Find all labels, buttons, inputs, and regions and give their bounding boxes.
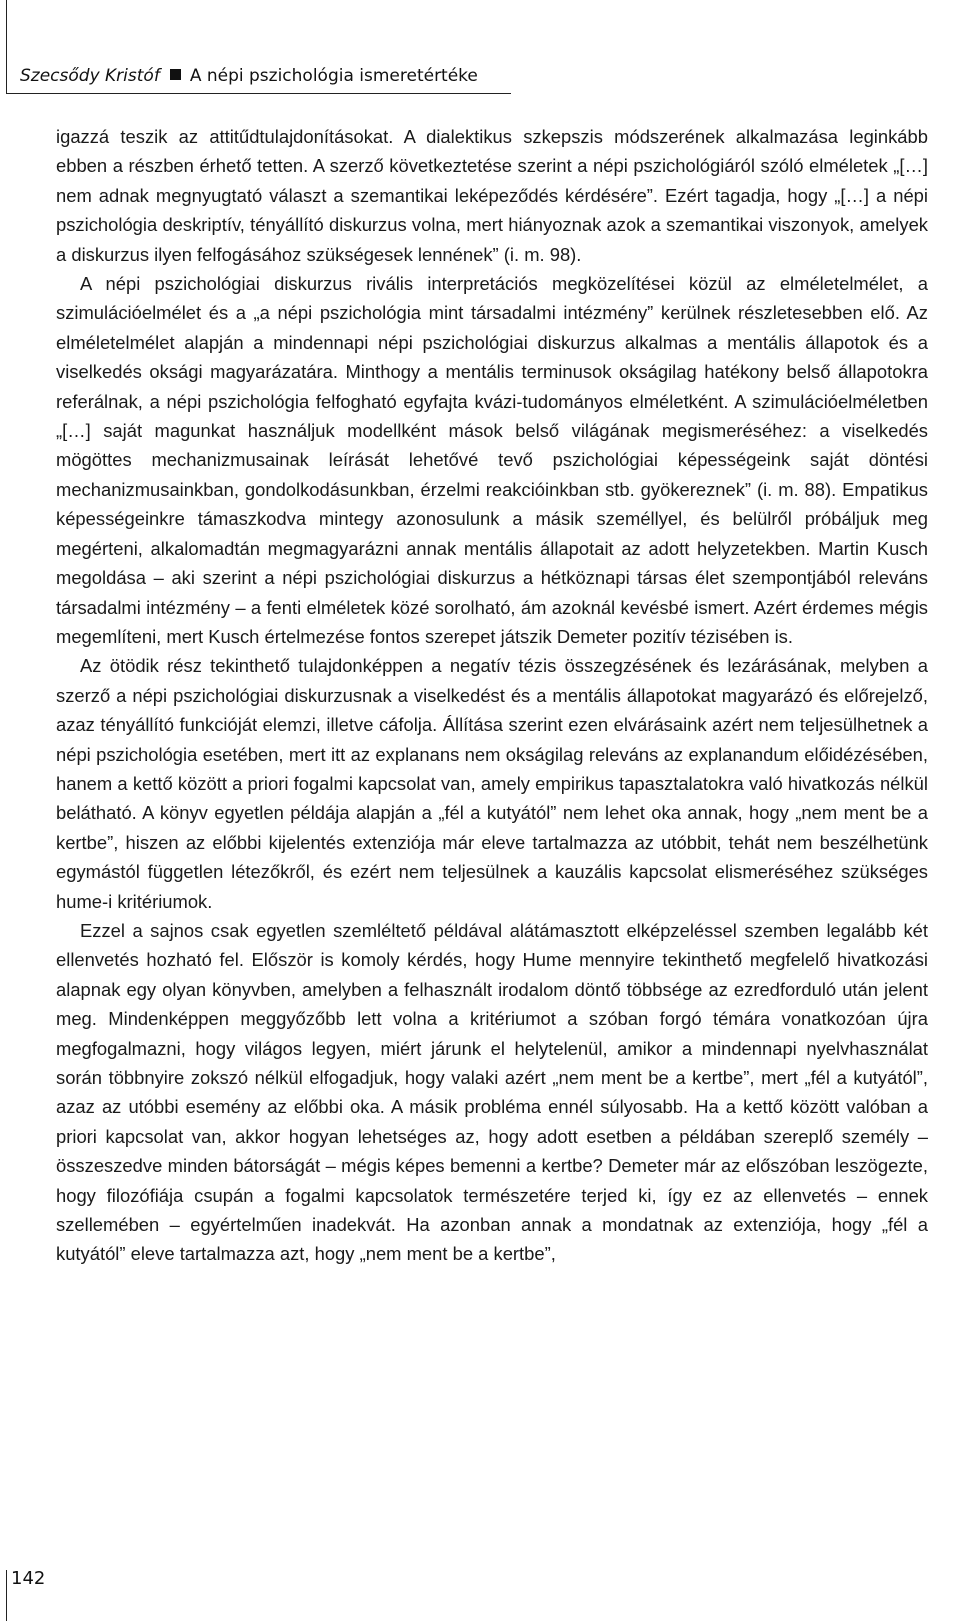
paragraph-3: Az ötödik rész tekinthető tulajdonképpen a negatív tézis összegzésének és lezárásának, melyben a szerző a népi pszichológiai diskurzusnak a viselkedést és a mentális állapotokat magyarázó és előrejelző, azaz tényállító funkcióját elemzi, illetve cáfolja. Állítása szerint ezen elvárásaink azért nem teljesülhetnek a népi pszichológia esetében, mert itt az explanans nem okságilag releváns az explanandum előidézésében, hanem a kettő között a priori fogalmi kapcsolat van, amely empirikus tapasztalatokra való hivatkozás nélkül belátható. A könyv egyetlen példája alapján a „fél a kutyától” nem lehet oka annak, hogy „nem ment be a kertbe”, hiszen az előbbi kijelentés extenziója már eleve tartalmazza az utóbbit, tehát nem beszélhetünk egymástól független létezőkről, és ezért nem teljesülnek a kauzális kapcsolat elismeréséhez szükséges hume-i kritériumok.	[56, 655, 928, 912]
header-frame-vertical-rule	[6, 0, 7, 94]
paragraph-4: Ezzel a sajnos csak egyetlen szemléltető példával alátámasztott elképzeléssel szemben legalább két ellenvetés hozható fel. Először is komoly kérdés, hogy Hume mennyire tekinthető megfelelő hivatkozási alapnak egy olyan könyvben, amelyben a felhasznált irodalom döntő többsége az ezredforduló után jelent meg. Mindenképpen meggyőzőbb lett volna a kritériumot a szóban forgó témára vonatkozóan újra megfogalmazni, hogy világos legyen, miért járunk el helytelenül, amikor a mindennapi nyelvhasználat során többnyire zokszó nélkül elfogadjuk, hogy valaki azért „nem ment be a kertbe”, mert „fél a kutyától”, azaz az utóbbi esemény az előbbi oka. A másik probléma ennél súlyosabb. Ha a kettő között valóban a priori kapcsolat van, akkor hogyan lehetséges az, hogy adott esetben a példában szereplő személy – összeszedve minden bátorságát – mégis képes bemenni a kertbe? Demeter már az előszóban leszögezte, hogy filozófiája csupán a fogalmi kapcsolatok természetére terjed ki, így ez az ellenvetés – ennek szellemében – egyértelműen inadekvát. Ha azonban annak a mondatnak az extenziója, hogy „fél a kutyától” eleve tartalmazza azt, hogy „nem ment be a kertbe”,	[56, 919, 928, 1265]
page-number: 142	[11, 1568, 46, 1589]
header-title: A népi pszichológia ismeretértéke	[189, 66, 478, 86]
page-margin-rule	[6, 1570, 7, 1621]
header-author: Szecsődy Kristóf	[20, 66, 160, 86]
body-text	[56, 122, 928, 1269]
header-frame-horizontal-rule	[6, 93, 511, 94]
black-square-icon	[170, 69, 181, 80]
paragraph-2: A népi pszichológiai diskurzus rivális interpretációs megközelítései közül az elméletelmélet, a szimulációelmélet és a „a népi pszichológia mint társadalmi intézmény” kerülnek részletesebben elő. Az elméletelmélet alapján a mindennapi népi pszichológiai diskurzus alkalmas a mentális állapotok és a viselkedés oksági magyarázatára. Minthogy a mentális terminusok okságilag hatékony belső állapotokra referálnak, a népi pszichológia felfogható egyfajta kvázi-tudományos elméletként. A szimulációelméletben „[…] saját magunkat használjuk modellként mások belső világának megismeréséhez: a viselkedés mögöttes mechanizmusainak leírását lehetővé tevő pszichológiai képességeink saját döntési mechanizmusainkban, gondolkodásunkban, érzelmi reakcióinkban stb. gyökereznek” (i. m. 88). Empatikus képességeinkre támaszkodva mintegy azonosulunk a másik személlyel, és belülről próbáljuk meg megérteni, alkalomadtán megmagyarázni annak mentális állapotait az adott helyzetekben. Martin Kusch megoldása – aki szerint a népi pszichológiai diskurzus a hétköznapi társas élet szempontjából releváns társadalmi intézmény – a fenti elméletek közé sorolható, ám azoknál kevésbé ismert. Azért érdemes mégis megemlíteni, mert Kusch értelmezése fontos szerepet játszik Demeter pozitív tézisében is.	[56, 273, 928, 647]
paragraph-1: igazzá teszik az attitűdtulajdonításokat. A dialektikus szkepszis módszerének alkalmazása leginkább ebben a részben érhető tetten. A szerző következtetése szerint a népi pszichológiáról szóló elméletek „[…] nem adnak megnyugtató választ a szemantikai leképeződés kérdésére”. Ezért tagadja, hogy „[…] a népi pszichológia deskriptív, tényállító diskurzus volna, mert hiányoznak azok a szemantikai viszonyok, amelyek a diskurzus ilyen felfogásához szükségesek lennének” (i. m. 98).	[56, 126, 928, 265]
running-header	[20, 66, 478, 86]
